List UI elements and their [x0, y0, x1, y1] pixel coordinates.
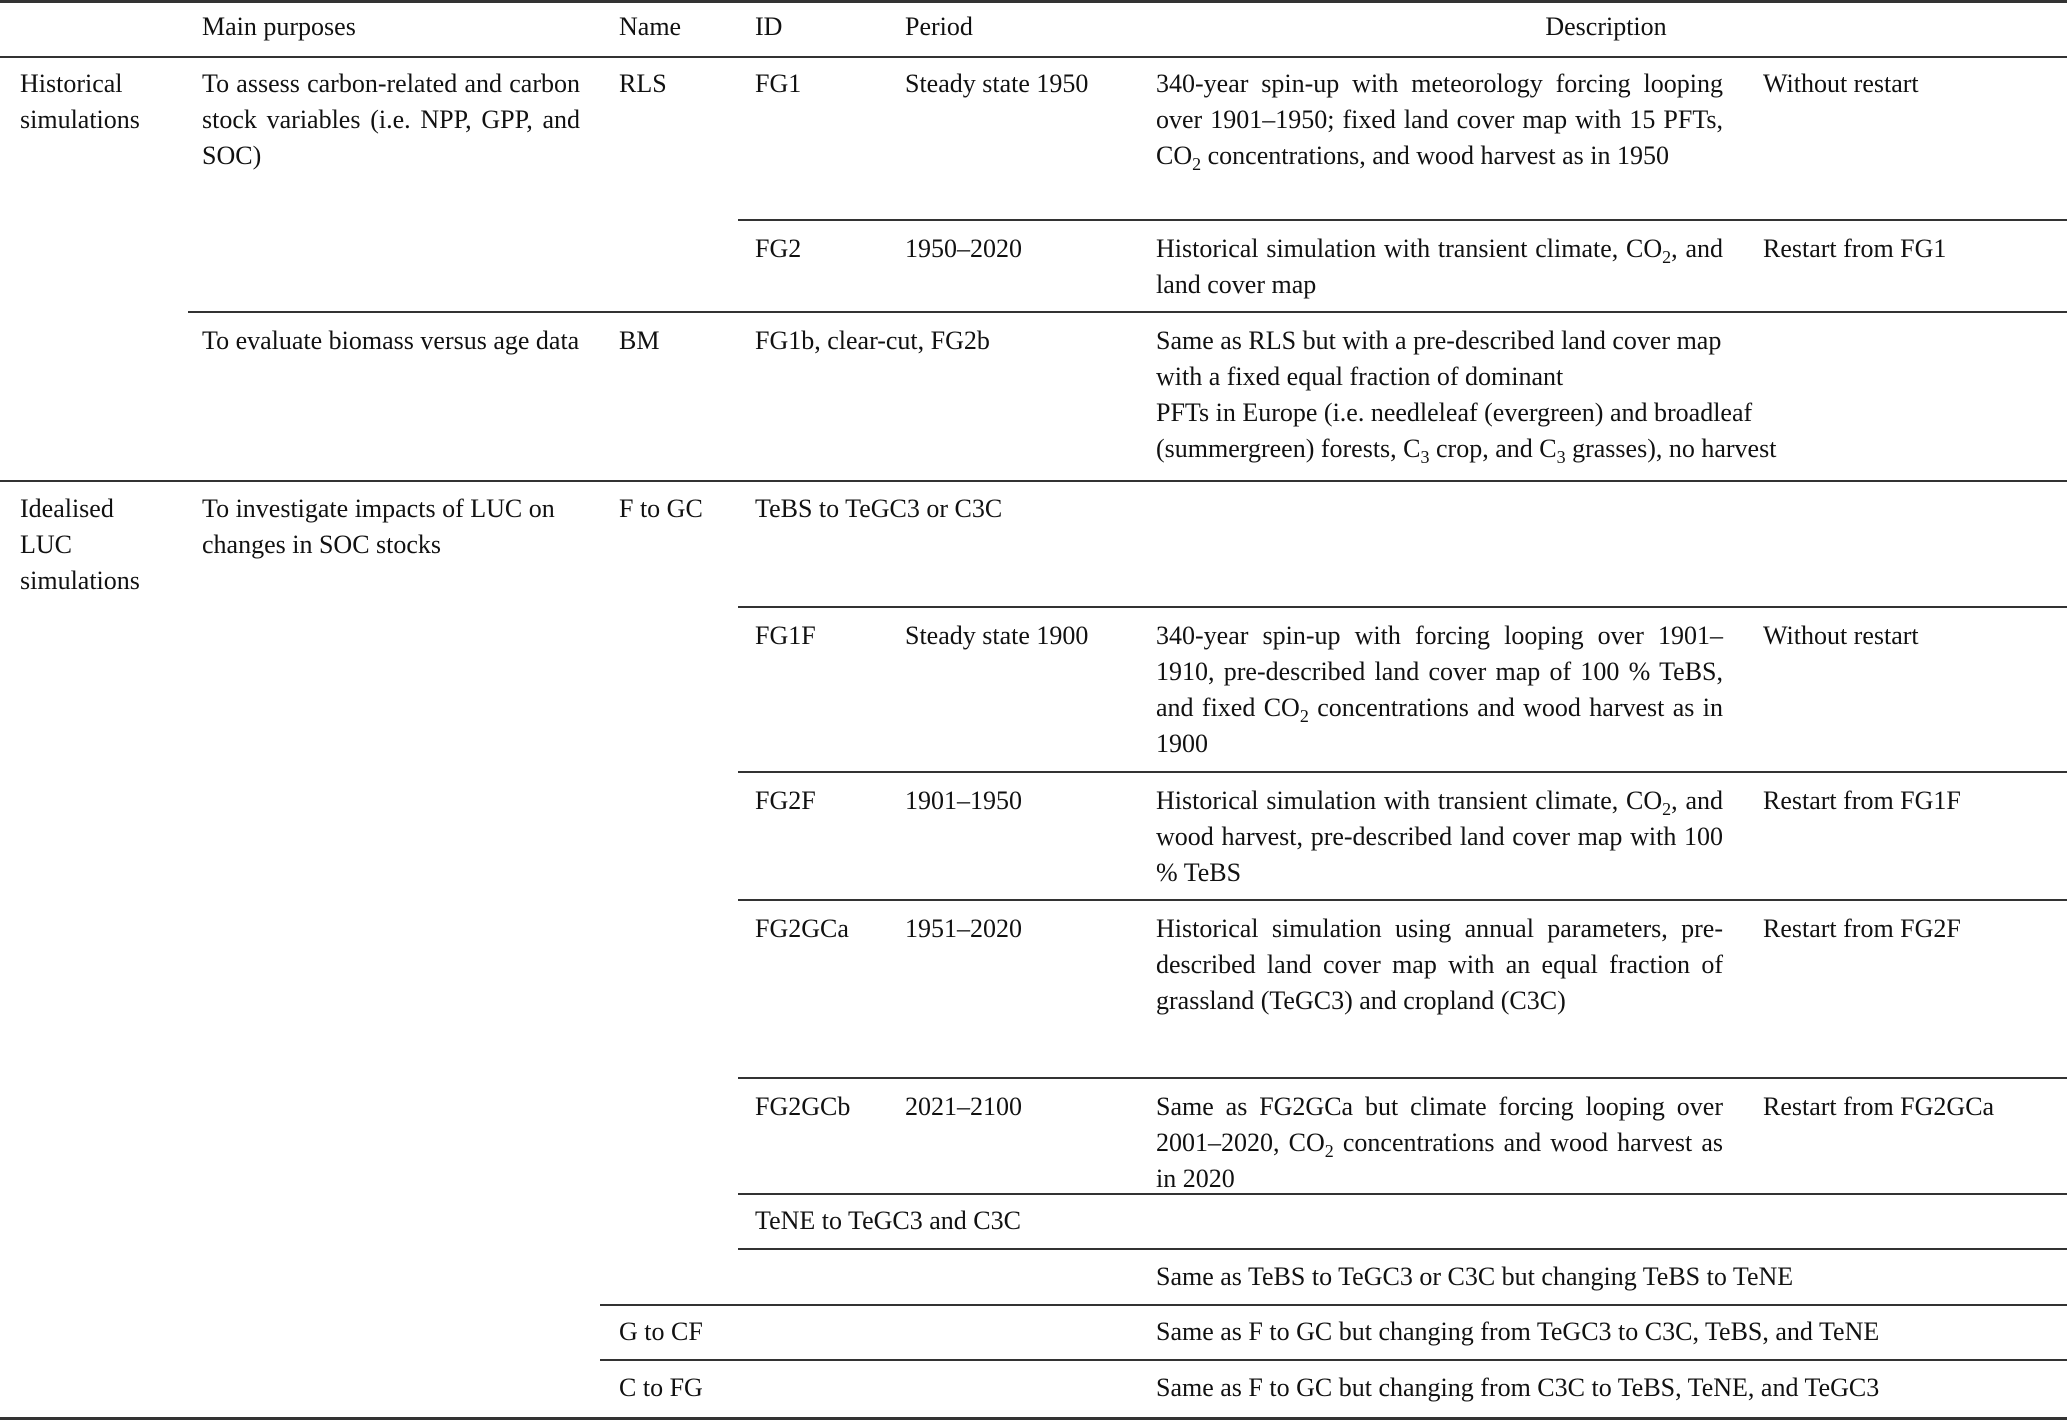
sim-period: 1901–1950 — [905, 786, 1022, 815]
sim-restart: Restart from FG1F — [1763, 786, 1961, 815]
header-main-purposes: Main purposes — [202, 12, 356, 41]
table-bottom-rule — [0, 1417, 2067, 1420]
row-rule-g-to-cf — [600, 1304, 2067, 1306]
sim-name: G to CF — [619, 1317, 703, 1346]
sim-restart: Without restart — [1763, 621, 1919, 650]
purpose-text: To assess carbon-related and carbon stock variables (i.e. NPP, GPP, and SOC) — [202, 69, 580, 170]
sim-period: 1950–2020 — [905, 234, 1022, 263]
row-rule-fg2f — [738, 771, 2067, 773]
group-label: Historical simulations — [20, 69, 140, 134]
row-rule-c-to-fg — [600, 1359, 2067, 1361]
header-description: Description — [1545, 12, 1667, 41]
sim-period: Steady state 1950 — [905, 69, 1089, 98]
sim-name: BM — [619, 326, 660, 355]
sim-description: Historical simulation with transient climate, $CO_2$, and land cover map — [1156, 234, 1724, 299]
sim-id: FG2GCb — [755, 1092, 851, 1121]
sim-description: Historical simulation with transient climate, $CO_2$, and wood harvest, pre-described land cover map with 100 % TeBS — [1156, 786, 1724, 887]
header-name: Name — [619, 12, 682, 41]
row-rule-fg2gca — [738, 899, 2067, 901]
sim-restart: Without restart — [1763, 69, 1919, 98]
sim-id: FG2GCa — [755, 914, 849, 943]
sim-restart: Restart from FG2F — [1763, 914, 1961, 943]
sim-restart: Restart from FG1 — [1763, 234, 1947, 263]
sim-description: 340-year spin-up with forcing looping over 1901–1910, pre-described land cover map of 100 % TeBS, and fixed $CO_2$ concentrations and wood harvest as in 1900 — [1156, 621, 1723, 758]
sim-id: FG1 — [755, 69, 802, 98]
purpose-text: To evaluate biomass versus age data — [202, 326, 580, 355]
row-rule-fg2 — [738, 219, 2067, 221]
row-rule-bm — [188, 311, 2067, 313]
header-bottom-rule — [0, 56, 2067, 58]
subheading-description: Same as TeBS to TeGC3 or C3C but changing TeBS to TeNE — [1156, 1262, 1794, 1291]
table-top-rule — [0, 0, 2067, 3]
subheading: TeNE to TeGC3 and C3C — [755, 1206, 1021, 1235]
sim-name: RLS — [619, 69, 667, 98]
sim-id: FG1b, clear-cut, FG2b — [755, 326, 990, 355]
subheading: TeBS to TeGC3 or C3C — [755, 494, 1003, 523]
sim-description: Same as RLS but with a pre-described land cover map with a fixed equal fraction of dominant PFTs in Europe (i.e. needleleaf (evergreen) and broadleaf (summergreen) forests, $C_3$ crop, and $C_3$ grasses), no harvest — [1156, 326, 1777, 467]
row-rule-fg1f — [738, 606, 2067, 608]
sim-period: 2021–2100 — [905, 1092, 1022, 1121]
sim-description: Same as F to GC but changing from C3C to TeBS, TeNE, and TeGC3 — [1156, 1373, 1880, 1402]
header-period: Period — [905, 12, 973, 41]
sim-name: C to FG — [619, 1373, 703, 1402]
group-rule-idealised — [0, 480, 2067, 482]
sim-id: FG2 — [755, 234, 802, 263]
purpose-text: To investigate impacts of LUC on changes in SOC stocks — [202, 494, 555, 559]
sim-period: Steady state 1900 — [905, 621, 1089, 650]
sim-description: Historical simulation using annual parameters, pre-described land cover map with an equal fraction of grassland (TeGC3) and cropland (C3C) — [1156, 914, 1723, 1015]
sim-restart: Restart from FG2GCa — [1763, 1092, 1995, 1121]
sim-description: Same as F to GC but changing from TeGC3 to C3C, TeBS, and TeNE — [1156, 1317, 1880, 1346]
sim-description: 340-year spin-up with meteorology forcing looping over 1901–1950; fixed land cover map with 15 PFTs, $CO_2$ concentrations, and wood harvest as in 1950 — [1156, 69, 1723, 174]
sim-name: F to GC — [619, 494, 703, 523]
sim-id: FG2F — [755, 786, 816, 815]
sim-period: 1951–2020 — [905, 914, 1022, 943]
header-id: ID — [755, 12, 783, 41]
row-rule-fg2gcb — [738, 1077, 2067, 1079]
sim-id: FG1F — [755, 621, 816, 650]
row-rule-tene-desc — [738, 1248, 2067, 1250]
group-label: Idealised LUC simulations — [20, 494, 140, 595]
sim-description: Same as FG2GCa but climate forcing looping over 2001–2020, $CO_2$ concentrations and wood harvest as in 2020 — [1156, 1092, 1723, 1193]
